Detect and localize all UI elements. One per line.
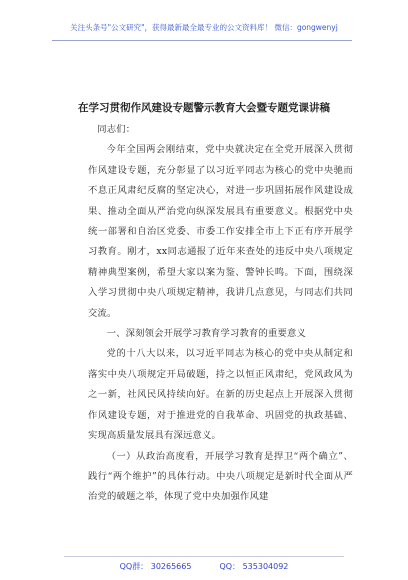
header-divider xyxy=(52,40,352,41)
document-body xyxy=(88,118,353,508)
section-heading-1: 一、深刻领会开展学习教育学习教育的重要意义 xyxy=(106,328,307,340)
paragraph-intro: 今年全国两会刚结束，党中央就决定在全党开展深入贯彻作风建设专题，充分彰显了以习近平同志为核心的党中央驰而不息正风肃纪反腐的坚定决心，对进一步巩固拓展作风建设成果、推动全面从严治党向纵深发展具有重要意义。根据党中央统一部署和自治区党委、市委工作安排全市上下正有序开展学习教育。刚才，xx同志通报了近年来查处的违反中央八项规定精神典型案例，希望大家以案为鉴、警钟长鸣。下面，围绕深入学习贯彻中央八项规定精神，我讲几点意见，与同志们共同交流。 xyxy=(88,144,353,319)
greeting: 同志们： xyxy=(97,124,136,135)
page-header xyxy=(0,0,408,46)
footer-qq-group: QQ群： 30265665 xyxy=(119,562,192,571)
document-title: 在学习贯彻作风建设专题警示教育大会暨专题党课讲稿 xyxy=(78,102,330,114)
paragraph-subsection-1: （一）从政治高度看，开展学习教育是捍卫“两个确立”、践行“两个维护”的具体行动。中央八项规定是新时代全面从严治党的破题之举，体现了党中央加强作风建 xyxy=(88,450,353,503)
footer-divider xyxy=(64,556,344,557)
page-footer xyxy=(0,561,408,572)
paragraph-section-1: 党的十八大以来，以习近平同志为核心的党中央从制定和落实中央八项规定开局破题，持之以恒正风肃纪，党风政风为之一新，社风民风持续向好。在新的历史起点上开展深入贯彻作风建设专题，对于推进党的自我革命、巩固党的执政基础、实现高质量发展具有深远意义。 xyxy=(88,348,353,442)
footer-qq: QQ： 535304092 xyxy=(219,562,289,571)
header-promo-text: 关注头条号"公文研究"，获得最新最全最专业的公文资料库！ 微信：gongwenyj xyxy=(70,23,338,32)
